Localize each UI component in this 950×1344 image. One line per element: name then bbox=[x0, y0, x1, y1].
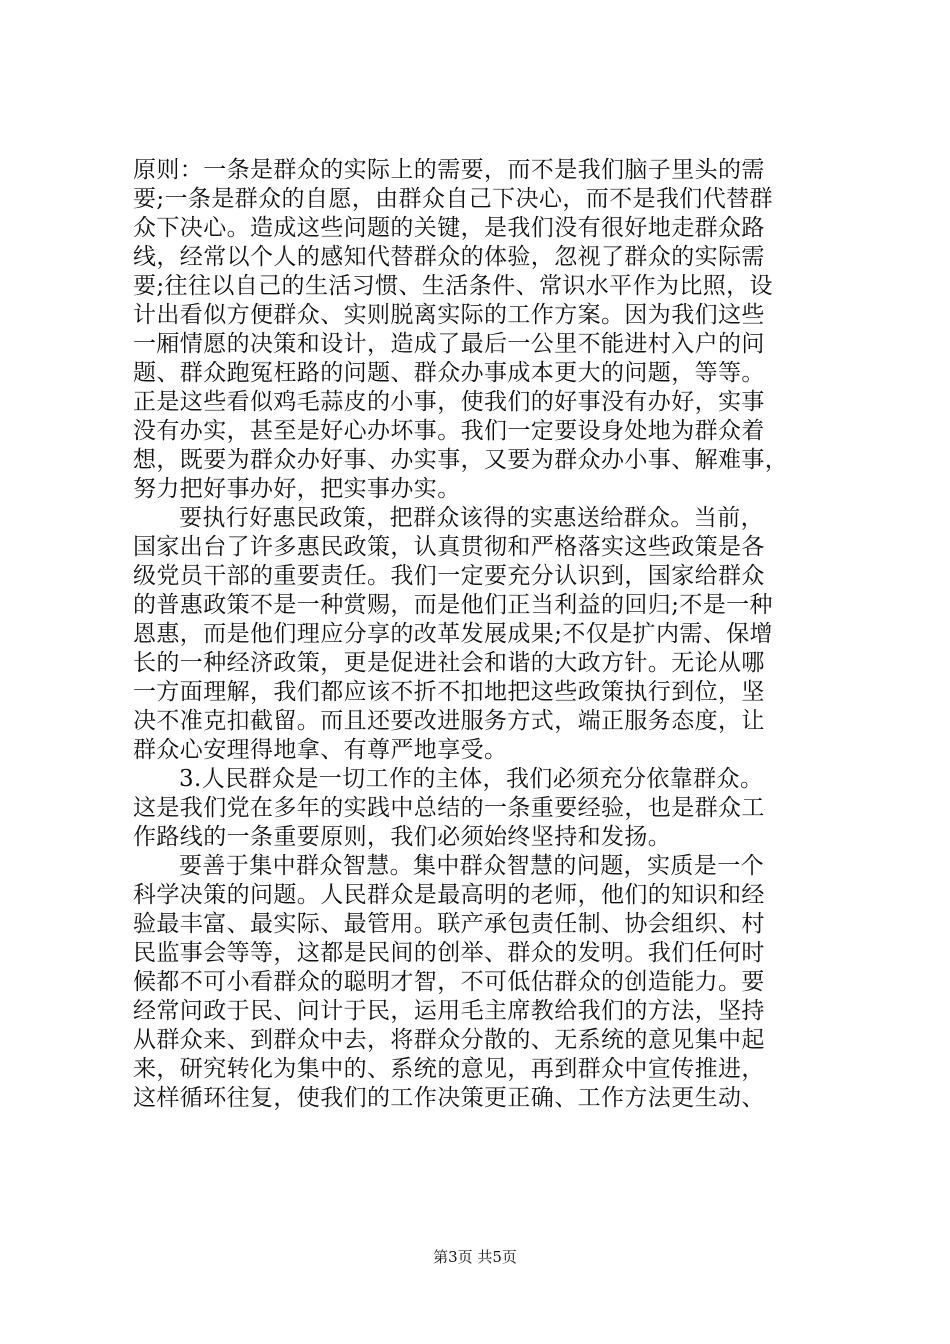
text-line: 题、群众跑冤枉路的问题、群众办事成本更大的问题，等等。 bbox=[133, 360, 765, 386]
text-line: 经常问政于民、问计于民，运用毛主席教给我们的方法，坚持 bbox=[133, 998, 765, 1024]
text-line: 群众心安理得地拿、有尊严地享受。 bbox=[133, 737, 508, 763]
text-line: 科学决策的问题。人民群众是最高明的老师，他们的知识和经 bbox=[133, 882, 765, 908]
text-line: 级党员干部的重要责任。我们一定要充分认识到，国家给群众 bbox=[133, 563, 765, 589]
text-line: 正是这些看似鸡毛蒜皮的小事，使我们的好事没有办好，实事 bbox=[133, 389, 765, 415]
text-line: 作路线的一条重要原则，我们必须始终坚持和发扬。 bbox=[133, 824, 672, 850]
text-line: 线，经常以个人的感知代替群众的体验，忽视了群众的实际需 bbox=[133, 244, 765, 270]
text-line: 要;一条是群众的自愿，由群众自己下决心，而不是我们代替群 bbox=[133, 186, 773, 212]
text-line: 要;往往以自己的生活习惯、生活条件、常识水平作为比照，设 bbox=[133, 273, 773, 299]
text-line: 努力把好事办好，把实事办实。 bbox=[133, 476, 461, 502]
text-line: 没有办实，甚至是好心办坏事。我们一定要设身处地为群众着 bbox=[133, 418, 765, 444]
text-line: 想，既要为群众办好事、办实事，又要为群众办小事、解难事， bbox=[133, 447, 789, 473]
text-line: 一方面理解，我们都应该不折不扣地把这些政策执行到位，坚 bbox=[133, 679, 765, 705]
text-line: 候都不可小看群众的聪明才智，不可低估群众的创造能力。要 bbox=[133, 969, 765, 995]
text-line: 来，研究转化为集中的、系统的意见，再到群众中宣传推进， bbox=[133, 1056, 765, 1082]
page-footer: 第3页 共5页 bbox=[433, 1248, 517, 1266]
text-line: 验最丰富、最实际、最管用。联产承包责任制、协会组织、村 bbox=[133, 911, 765, 937]
paragraph bbox=[133, 504, 823, 765]
text-line: 要善于集中群众智慧。集中群众智慧的问题，实质是一个 bbox=[179, 853, 764, 879]
paragraph bbox=[133, 852, 823, 1113]
text-line: 决不准克扣截留。而且还要改进服务方式，端正服务态度，让 bbox=[133, 708, 765, 734]
text-line: 众下决心。造成这些问题的关键，是我们没有很好地走群众路 bbox=[133, 215, 765, 241]
text-line: 恩惠，而是他们理应分享的改革发展成果;不仅是扩内需、保增 bbox=[133, 621, 773, 647]
text-line: 要执行好惠民政策，把群众该得的实惠送给群众。当前， bbox=[179, 505, 764, 531]
text-line: 这是我们党在多年的实践中总结的一条重要经验，也是群众工 bbox=[133, 795, 765, 821]
body-text bbox=[133, 156, 823, 1113]
text-line: 国家出台了许多惠民政策，认真贯彻和严格落实这些政策是各 bbox=[133, 534, 765, 560]
text-line: 一厢情愿的决策和设计，造成了最后一公里不能进村入户的问 bbox=[133, 331, 765, 357]
text-line: 民监事会等等，这都是民间的创举、群众的发明。我们任何时 bbox=[133, 940, 765, 966]
text-line: 从群众来、到群众中去，将群众分散的、无系统的意见集中起 bbox=[133, 1027, 765, 1053]
paragraph bbox=[133, 156, 823, 504]
text-line: 原则：一条是群众的实际上的需要，而不是我们脑子里头的需 bbox=[133, 157, 765, 183]
text-line: 长的一种经济政策，更是促进社会和谐的大政方针。无论从哪 bbox=[133, 650, 765, 676]
text-line: 计出看似方便群众、实则脱离实际的工作方案。因为我们这些 bbox=[133, 302, 765, 328]
text-line: 的普惠政策不是一种赏赐，而是他们正当利益的回归;不是一种 bbox=[133, 592, 773, 618]
text-line: 这样循环往复，使我们的工作决策更正确、工作方法更生动、 bbox=[133, 1085, 765, 1111]
paragraph bbox=[133, 765, 823, 852]
text-line: 3.人民群众是一切工作的主体，我们必须充分依靠群众。 bbox=[179, 766, 764, 792]
